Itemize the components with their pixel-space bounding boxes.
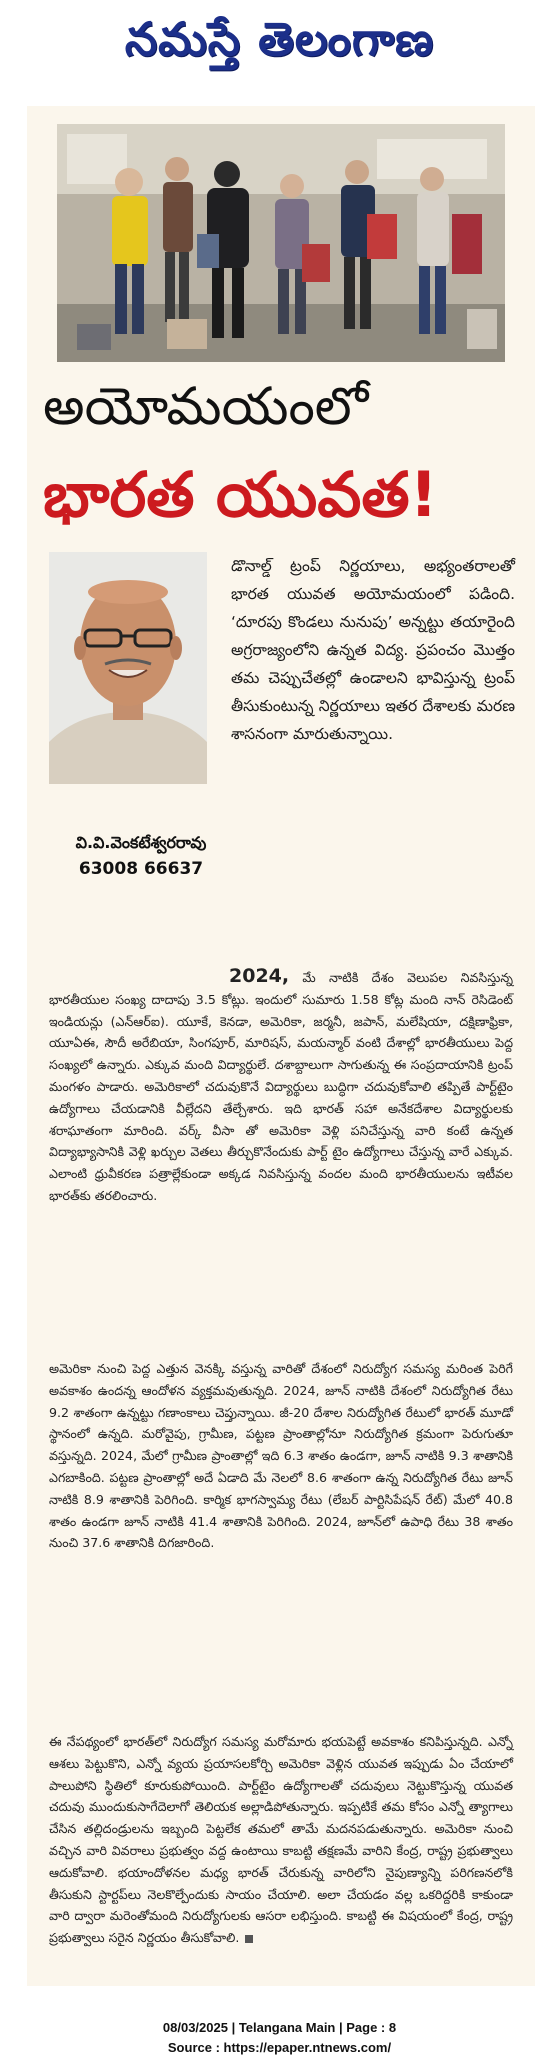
article-paragraph-2: అమెరికా నుంచి పెద్ద ఎత్తున వెనక్కి వస్తున్న వారితో దేశంలో నిరుద్యోగ సమస్య మరింత పెరిగే అవకాశం ఉందన్న ఆందోళన వ్యక్తమవుతున్నది. 2024, జూన్ నాటికి దేశంలో నిరుద్యోగిత రేటు 9.2 శాతంగా ఉన్నట్టు గణాంకాలు చెప్తున్నాయి. జీ-20 దేశాల నిరుద్యోగిత రేటులో భారత్ మూడో స్థానంలో ఉన్నది. మరోవైపు, గ్రామీణ, పట్టణ ప్రాంతాల్లోనూ నిరుద్యోగిత క్రమంగా పెరుగుతూ వస్తున్నది. 2024, మేలో గ్రామీణ ప్రాంతాల్లో ఇది 6.3 శాతం ఉండగా, జూన్ నాటికి 9.3 శాతానికి ఎగబాకింది. పట్టణ ప్రాంతాల్లో అదే ఏడాది మే నెలలో 8.6 శాతంగా ఉన్న నిరుద్యోగిత రేటు జూన్ నాటికి 8.9 శాతానికి పెరిగింది. కార్మిక భాగస్వామ్య రేటు (లేబర్ పార్టిసిపేషన్ రేట్) మేలో 40.8 శాతం ఉండగా జూన్ నాటికి 41.4 శాతానికి పెరిగింది. 2024, జూన్‌లో ఉపాధి రేటు 38 శాతం నుంచి 37.6 శాతానికి దిగజారింది. — [49, 1361, 513, 1551]
article-paragraph-1 — [49, 966, 513, 1207]
headline-line-1: అయోమయంలో — [43, 377, 369, 437]
photo-illustration — [57, 124, 505, 362]
article-intro: డొనాల్డ్ ట్రంప్ నిర్ణయాలు, అభ్యంతరాలతో భారత యువత అయోమయంలో పడింది. ‘దూరపు కొండలు నునుపు’ అన్నట్టు తయారైంది అగ్రరాజ్యంలోని ఉన్నత విద్య. ప్రపంచం మొత్తం తమ చెప్పుచేతల్లో ఉండాలని భావిస్తున్న ట్రంప్ తీసుకుంటున్న నిర్ణయాలు ఇతర దేశాలకు మరణ శాసనంగా మారుతున్నాయి. — [231, 557, 515, 743]
masthead — [0, 0, 559, 82]
author-portrait — [49, 552, 207, 784]
masthead-title: నమస్తే తెలంగాణ — [124, 12, 435, 66]
news-photo-airport-travellers — [57, 124, 505, 362]
footer-date-edition: 08/03/2025 | Telangana Main | Page : 8 — [162, 2020, 397, 2035]
clipping-footer — [0, 2018, 559, 2058]
article-clipping — [27, 106, 535, 1986]
article-paragraph-3 — [49, 1731, 513, 1949]
paragraph-3-text: ఈ నేపథ్యంలో భారత్‌లో నిరుద్యోగ సమస్య మరోమారు భయపెట్టే అవకాశం కనిపిస్తున్నది. ఎన్నో ఆశలు పెట్టుకొని, ఎన్నో వ్యయ ప్రయాసలకోర్చి అమెరికా వెళ్లిన యువత ఇప్పుడు ఏం చేయాలో పాలుపోని స్థితిలో కూరుకుపోయింది. పార్ట్‌టైం ఉద్యోగాలతో చదువులు నెట్టుకొస్తున్న యువత చదువు ముందుకుసాగేదెలాగో తెలియక అల్లాడిపోతున్నారు. ఇప్పటికే తమ కోసం ఎన్నో త్యాగాలు చేసిన తల్లిదండ్రులను ఇబ్బంది పెట్టలేక తమలో తామే మదనపడుతున్నారు. అమెరికా నుంచి వచ్చిన వారి వివరాలు ప్రభుత్వం వద్ద ఉంటాయి కాబట్టి తక్షణమే వారిని కేంద్ర, రాష్ట్ర ప్రభుత్వాలు ఆదుకోవాలి. భయాందోళనల మధ్య భారత్ చేరుకున్న వారిలోని నైపుణ్యాన్ని పరిగణనలోకి తీసుకుని స్టార్టప్‌లు నెలకొల్పేందుకు సాయం చేయాలి. అలా చేయడం వల్ల ఒకరిద్దరికి కాకుండా వారి ద్వారా మరెంతోమంది నిరుద్యోగులకు ఆసరా లభిస్తుంది. కాబట్టి ఈ విషయంలో కేంద్ర, రాష్ట్ర ప్రభుత్వాలు సరైన నిర్ణయం తీసుకోవాలి. — [49, 1734, 513, 1946]
end-of-article-mark — [245, 1935, 253, 1943]
author-phone: 63008 66637 — [78, 859, 204, 879]
paragraph-lead: 2024, — [229, 965, 290, 987]
author-byline — [41, 833, 241, 879]
headline-line-2: భారత యువత! — [43, 458, 438, 531]
author-name: వి.వి.వెంకటేశ్వరరావు — [75, 833, 207, 852]
author-photo — [49, 552, 207, 784]
footer-source: Source : https://epaper.ntnews.com/ — [167, 2040, 392, 2055]
paragraph-1-text: మే నాటికి దేశం వెలుపల నివసిస్తున్న భారతీయుల సంఖ్య దాదాపు 3.5 కోట్లు. ఇందులో సుమారు 1.58 కోట్ల మంది నాన్ రెసిడెంట్ ఇండియన్లు (ఎన్ఆర్ఐ). యూకే, కెనడా, అమెరికా, జర్మనీ, జపాన్, మలేషియా, దక్షిణాఫ్రికా, యూఏఈ, సౌదీ అరేబియా, సింగపూర్, మారిషస్, మయన్మార్ వంటి దేశాల్లో భారతీయులు పెద్ద సంఖ్యలో ఉన్నారు. ఎక్కువ మంది విద్యార్థులే. దశాబ్దాలుగా సాగుతున్న ఈ సంప్రదాయానికి ట్రంప్ మంగళం పాడారు. అమెరికాలో చదువుకొనే విద్యార్థులు బుద్ధిగా చదువుకోవాలి తప్పితే పార్ట్‌టైం ఉద్యోగాలు చేయడానికి వీల్లేదని తేల్చేశారు. ఇది భారత్ సహా అనేకదేశాల విద్యార్థులకు శరాఘాతంగా మారింది. వర్క్ వీసా తో అమెరికా వెళ్లి పనిచేస్తున్న వారి కంటే ఉన్నత విద్యాభ్యాసానికి వెళ్లి ఖర్చుల వెతలు తీర్చుకొనేందుకు పార్ట్ టైం ఉద్యోగాలు చేస్తున్న వారే ఎక్కువ. ఎలాంటి ధ్రువీకరణ పత్రాల్లేకుండా అక్కడ నివసిస్తున్న వందల మంది భారతీయులను ఇటీవల భారత్‌కు తరలించారు. — [49, 970, 513, 1203]
